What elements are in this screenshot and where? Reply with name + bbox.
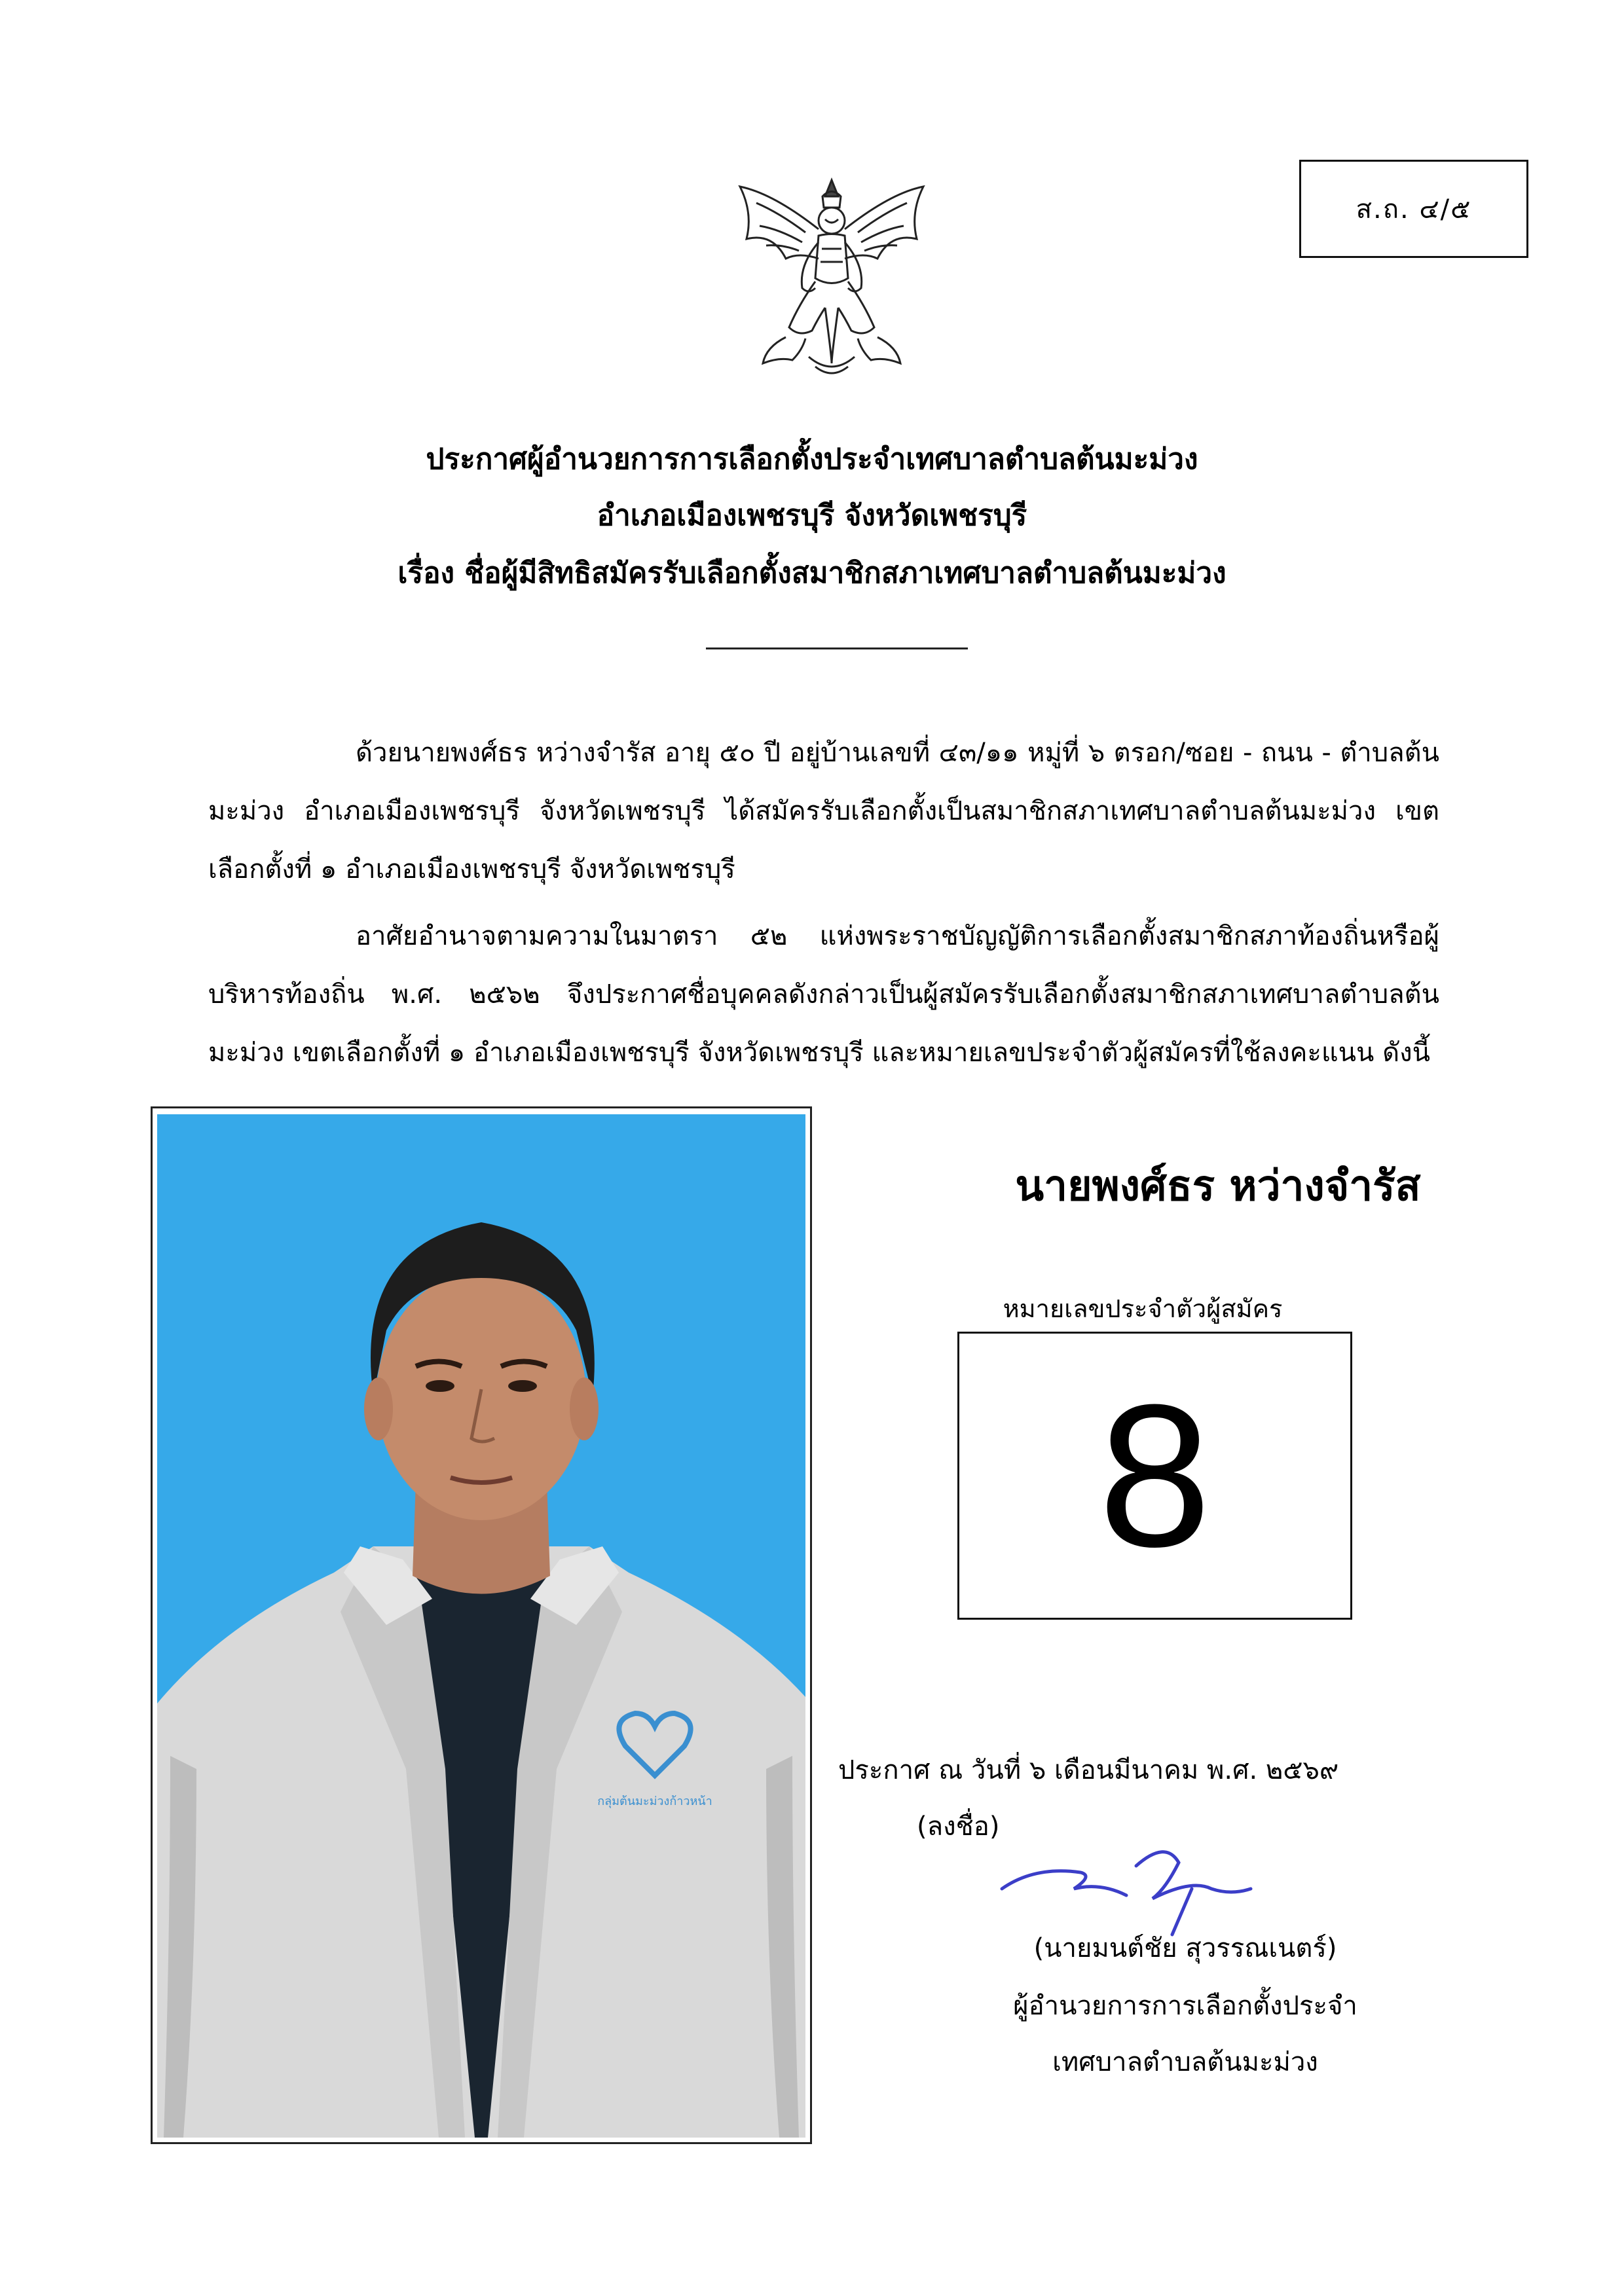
body-paragraph-2-text: อาศัยอำนาจตามความในมาตรา ๕๒ แห่งพระราชบัญญัติการเลือกตั้งสมาชิกสภาท้องถิ่นหรือผู้บริหารท้องถิ่น พ.ศ. ๒๕๖๒ จึงประกาศชื่อบุคคลดังกล่าวเป็นผู้สมัครรับเลือกตั้งสมาชิกสภาเทศบาลตำบลต้นมะม่วง เขตเลือกตั้งที่ ๑ อำเภอเมืองเพชรบุรี จังหวัดเพชรบุรี และหมายเลขประจำตัวผู้สมัครที่ใช้ลงคะแนน ดังนี้ [208, 921, 1439, 1068]
form-code-box [1299, 160, 1528, 258]
body-paragraph-2 [208, 907, 1439, 1082]
title-line-3: เรื่อง ชื่อผู้มีสิทธิสมัครรับเลือกตั้งสมาชิกสภาเทศบาลตำบลต้นมะม่วง [397, 556, 1227, 590]
candidate-number-label: หมายเลขประจำตัวผู้สมัคร [1003, 1294, 1283, 1323]
signer-position-line-1: ผู้อำนวยการการเลือกตั้งประจำ [1013, 1991, 1357, 2021]
signer-position-line-2: เทศบาลตำบลต้นมะม่วง [1052, 2047, 1318, 2077]
candidate-photo [157, 1114, 805, 2138]
signature-icon [995, 1827, 1336, 1938]
candidate-name: นายพงศ์ธร หว่างจำรัส [1015, 1162, 1421, 1211]
title-line-2: อำเภอเมืองเพชรบุรี จังหวัดเพชรบุรี [597, 499, 1027, 532]
form-code: ส.ถ. ๔/๕ [1356, 194, 1472, 225]
candidate-number-box [957, 1332, 1352, 1620]
title-line-1: ประกาศผู้อำนวยการการเลือกตั้งประจำเทศบาลตำบลต้นมะม่วง [426, 443, 1198, 476]
body-paragraph-1 [208, 724, 1439, 899]
vest-logo-text: กลุ่มต้นมะม่วงก้าวหน้า [597, 1795, 712, 1808]
garuda-emblem-icon [727, 167, 936, 383]
title-divider [706, 647, 968, 649]
signer-name: (นายมนต์ชัย สุวรรณเนตร์) [1033, 1933, 1337, 1963]
signed-label: (ลงชื่อ) [917, 1812, 1000, 1842]
candidate-number: 8 [1098, 1362, 1211, 1589]
body-paragraph-1-text: ด้วยนายพงศ์ธร หว่างจำรัส อายุ ๕๐ ปี อยู่บ้านเลขที่ ๔๓/๑๑ หมู่ที่ ๖ ตรอก/ซอย - ถนน - ตำบลต้นมะม่วง อำเภอเมืองเพชรบุรี จังหวัดเพชรบุรี ได้สมัครรับเลือกตั้งเป็นสมาชิกสภาเทศบาลตำบลต้นมะม่วง เขตเลือกตั้งที่ ๑ อำเภอเมืองเพชรบุรี จังหวัดเพชรบุรี [208, 738, 1439, 884]
announce-date: ประกาศ ณ วันที่ ๖ เดือนมีนาคม พ.ศ. ๒๕๖๙ [838, 1755, 1339, 1785]
